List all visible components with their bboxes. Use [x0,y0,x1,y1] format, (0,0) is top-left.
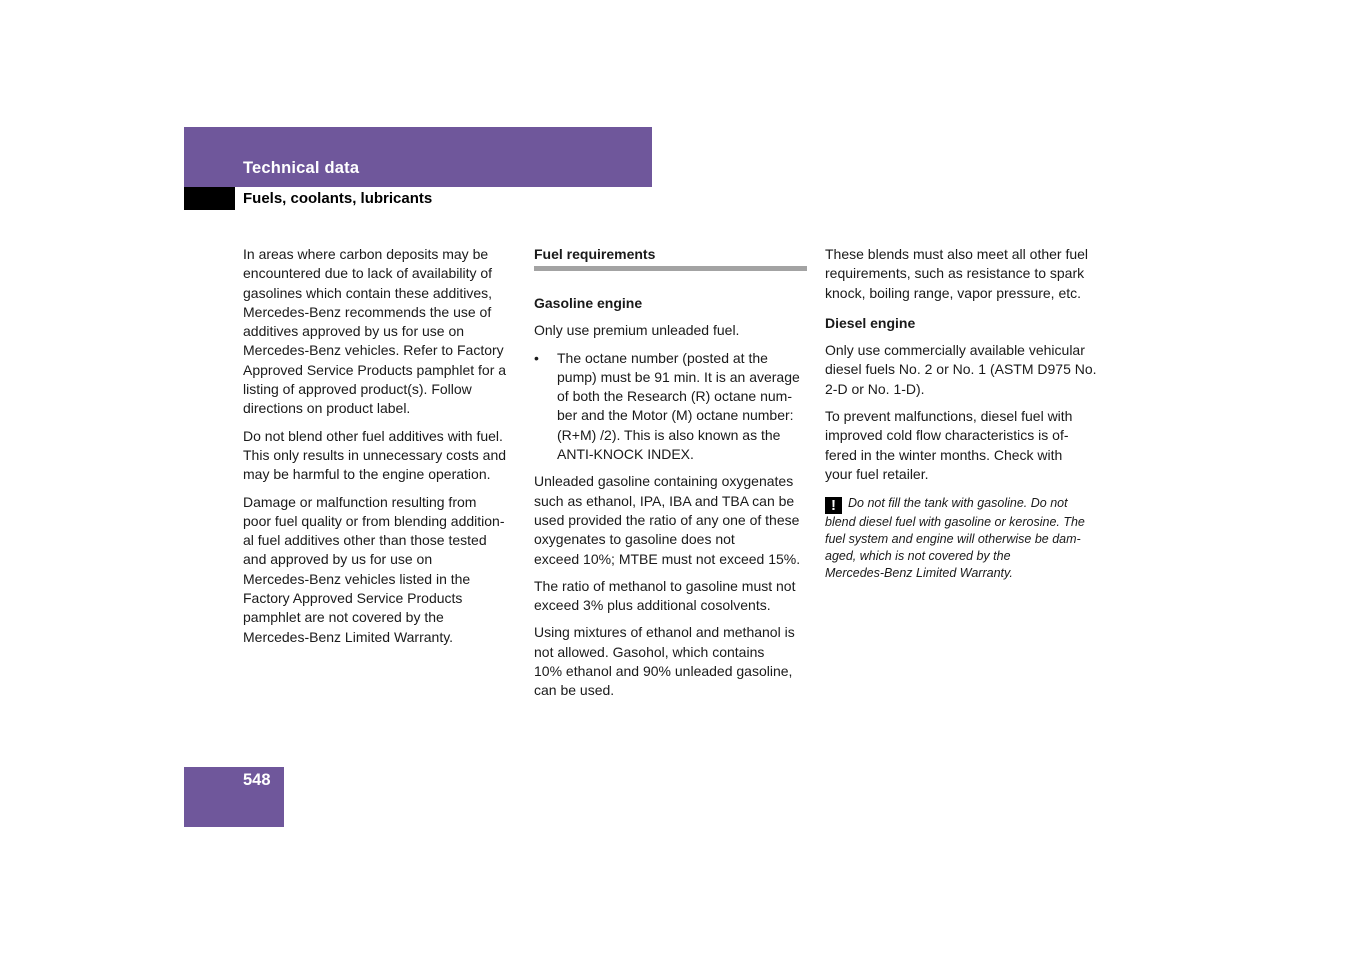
section-marker-tab [184,187,235,210]
header-band [184,127,652,187]
fuel-requirements-heading: Fuel requirements [534,246,656,262]
paragraph-cold-flow: To prevent malfunctions, diesel fuel with improved cold flow characteristics is of- fered in the winter months. Check with your fuel retailer. [825,408,1073,482]
paragraph-carbon-deposits: In areas where carbon deposits may be encountered due to lack of availability of gasolines which contain these additives, Mercedes-Benz recommends the use of additives approved by us for use on Mercedes-Benz vehicles. Refer to Factory Approved Service Products pamphlet for a listing of approved product(s). Follow directions on product label. [243,246,507,417]
bullet-octane-text: The octane number (posted at the pump) must be 91 min. It is an average of both the Research (R) octane num- ber and the Motor (M) octane number: (R+M) /2). This is also known as the ANTI-KNOCK INDEX. [557,349,800,463]
paragraph-blends: These blends must also meet all other fuel requirements, such as resistance to spark knock, boiling range, vapor pressure, etc. [825,246,1089,301]
heading-rule [534,266,807,271]
bullet-octane [534,349,807,465]
bullet-dot-icon: • [534,349,539,366]
gasoline-engine-heading: Gasoline engine [534,295,643,311]
section-title: Technical data [243,159,360,177]
column-left [243,245,525,655]
paragraph-premium-fuel: Only use premium unleaded fuel. [534,322,740,339]
paragraph-diesel-fuels: Only use commercially available vehicular diesel fuels No. 2 or No. 1 (ASTM D975 No. 2-D or No. 1-D). [825,342,1097,397]
paragraph-methanol-ratio: The ratio of methanol to gasoline must not exceed 3% plus additional cosolvents. [534,577,796,614]
warning-note [825,495,1107,582]
paragraph-gasohol: Using mixtures of ethanol and methanol is not allowed. Gasohol, which contains 10% ethanol and 90% unleaded gasoline, can be used. [534,624,795,699]
column-middle [534,245,807,709]
page-number: 548 [243,771,271,789]
subsection-title: Fuels, coolants, lubricants [243,190,433,207]
paragraph-warranty-exclusion: Damage or malfunction resulting from poor fuel quality or from blending addition- al fuel additives other than those tested and approved by us for use on Mercedes-Benz vehicles listed in the Factory Approved Service Products pamphlet are not covered by the Mercedes-Benz Limited Warranty. [243,493,505,645]
paragraph-no-blending: Do not blend other fuel additives with fuel. This only results in unnecessary costs and may be harmful to the engine operation. [243,427,507,483]
column-right [825,245,1107,582]
paragraph-oxygenates: Unleaded gasoline containing oxygenates such as ethanol, IPA, IBA and TBA can be used provided the ratio of any one of these oxygenates to gasoline does not exceed 10%; MTBE must not exceed 15%. [534,473,801,567]
warning-text: Do not fill the tank with gasoline. Do not blend diesel fuel with gasoline or kerosine. The fuel system and engine will otherwise be dam- aged, which is not covered by the Mercedes-Benz Limited Warranty. [825,496,1085,581]
warning-exclamation-icon: ! [825,497,842,514]
diesel-engine-heading: Diesel engine [825,314,916,331]
